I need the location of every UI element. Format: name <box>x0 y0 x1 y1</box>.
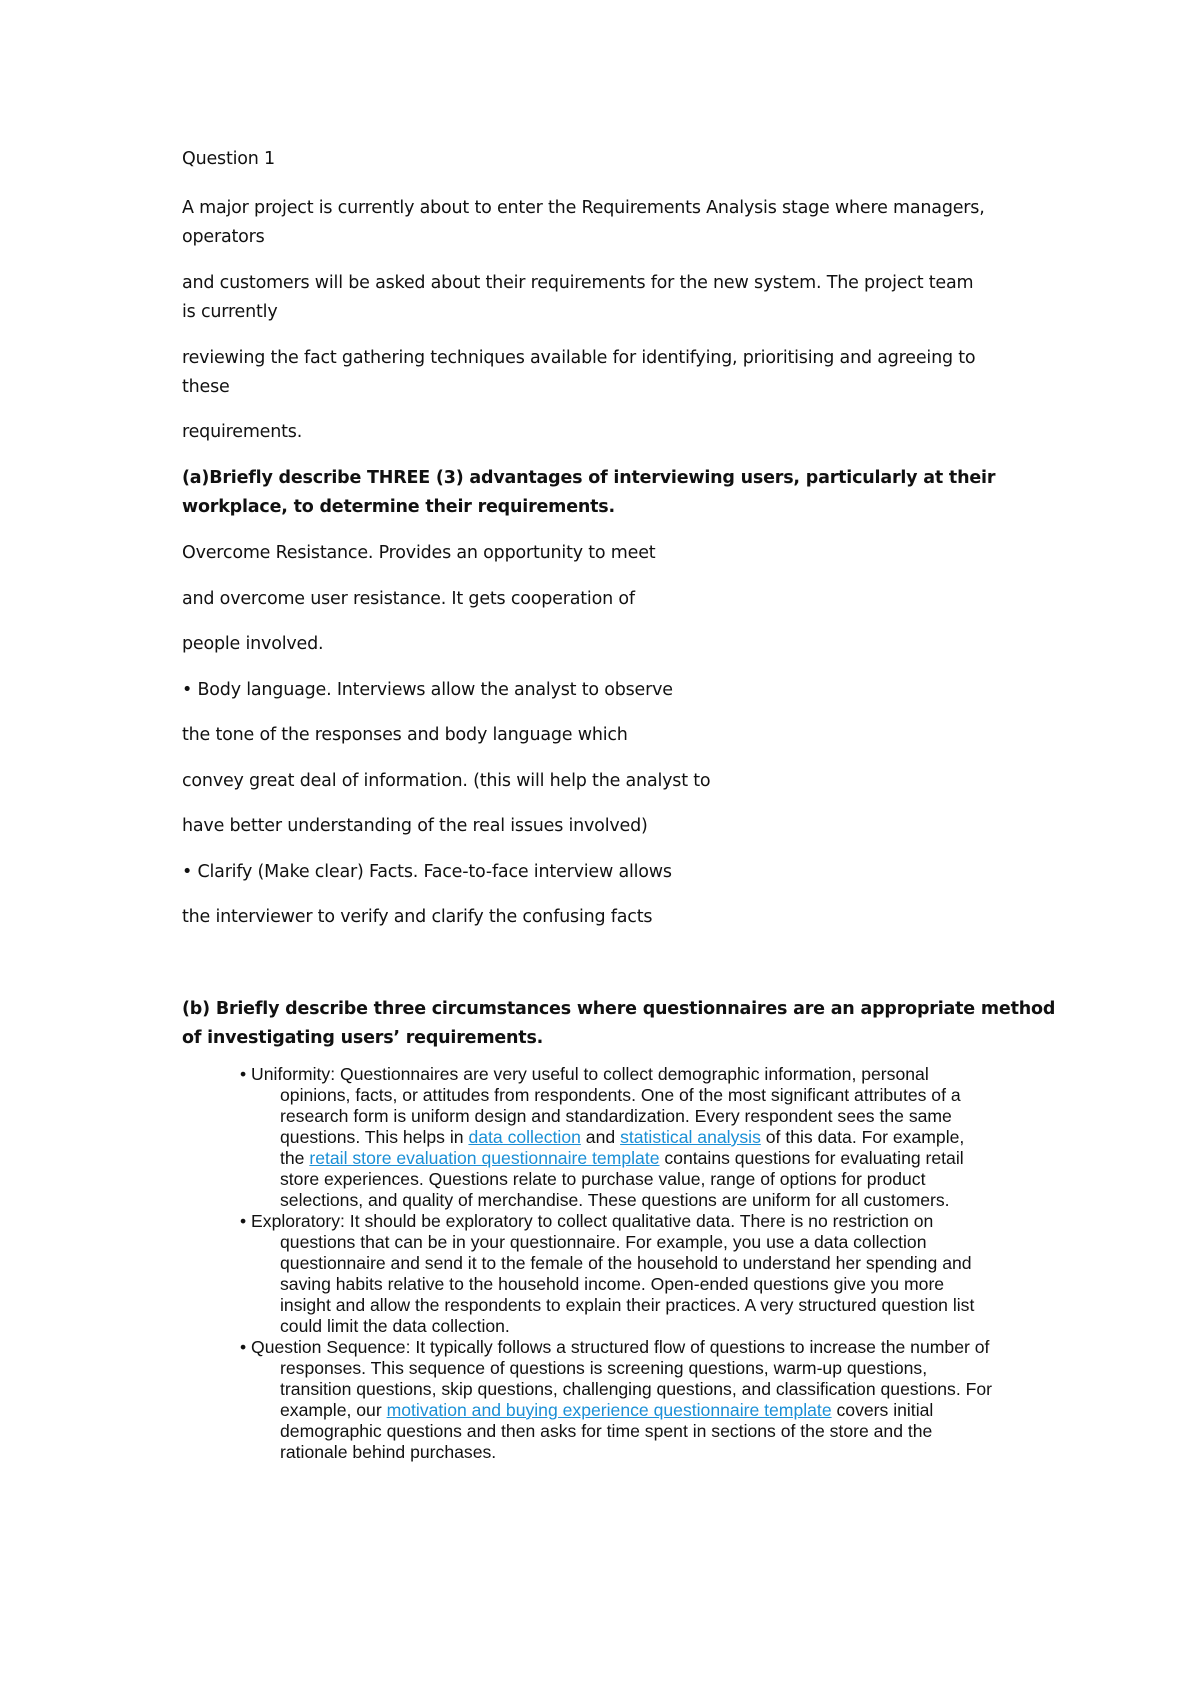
bullet-line: questions that can be in your questionnaire. For example, you use a data collection <box>280 1232 927 1252</box>
bullet-line: responses. This sequence of questions is screening questions, warm-up questions, <box>280 1358 928 1378</box>
statistical-analysis-link[interactable]: statistical analysis <box>620 1127 761 1147</box>
intro-line: these <box>182 377 230 397</box>
part-a-answer-line: and overcome user resistance. It gets cooperation of <box>182 589 635 609</box>
text-run: contains questions for evaluating retail <box>659 1148 964 1168</box>
question-heading: Question 1 <box>182 149 275 169</box>
bullet-line: selections, and quality of merchandise. These questions are uniform for all customers. <box>280 1190 950 1210</box>
bullet-line-with-link <box>240 1148 1040 1169</box>
intro-line: requirements. <box>182 422 303 442</box>
intro-line: operators <box>182 227 265 247</box>
bullet-first-line: • Exploratory: It should be exploratory to collect qualitative data. There is no restriction on <box>240 1211 934 1231</box>
intro-line: A major project is currently about to enter the Requirements Analysis stage where managers, <box>182 198 985 218</box>
bullet-line: opinions, facts, or attitudes from respondents. One of the most significant attributes of a <box>280 1085 961 1105</box>
bullet-line: rationale behind purchases. <box>280 1442 497 1462</box>
bullet-line: store experiences. Questions relate to purchase value, range of options for product <box>280 1169 926 1189</box>
part-a-answer-line: convey great deal of information. (this will help the analyst to <box>182 771 711 791</box>
part-a-answer-line: the tone of the responses and body language which <box>182 725 628 745</box>
intro-line: reviewing the fact gathering techniques available for identifying, prioritising and agreeing to <box>182 348 976 368</box>
bullet-line: transition questions, skip questions, challenging questions, and classification questions. For <box>280 1379 992 1399</box>
bullet-line: insight and allow the respondents to explain their practices. A very structured question list <box>280 1295 975 1315</box>
part-a-answer-line: have better understanding of the real issues involved) <box>182 816 648 836</box>
bullet-line: saving habits relative to the household income. Open-ended questions give you more <box>280 1274 945 1294</box>
bullet-line: questionnaire and send it to the female of the household to understand her spending and <box>280 1253 972 1273</box>
text-run: example, our <box>280 1400 387 1420</box>
motivation-template-link[interactable]: motivation and buying experience questionnaire template <box>386 1400 832 1420</box>
part-b-question: (b) Briefly describe three circumstances where questionnaires are an appropriate method <box>182 999 1056 1019</box>
part-b-bullet-list <box>240 1064 1040 1463</box>
bullet-uniformity <box>240 1064 1040 1211</box>
bullet-first-line: • Question Sequence: It typically follows a structured flow of questions to increase the number of <box>240 1337 990 1357</box>
bullet-line: could limit the data collection. <box>280 1316 510 1336</box>
text-run: and <box>580 1127 621 1147</box>
bullet-line: research form is uniform design and standardization. Every respondent sees the same <box>280 1106 952 1126</box>
part-a-answer-line: • Clarify (Make clear) Facts. Face-to-face interview allows <box>182 862 672 882</box>
part-a-answer-line: • Body language. Interviews allow the analyst to observe <box>182 680 673 700</box>
part-a-question: workplace, to determine their requirements. <box>182 497 615 517</box>
intro-line: and customers will be asked about their requirements for the new system. The project team <box>182 273 974 293</box>
intro-line: is currently <box>182 302 278 322</box>
bullet-line-with-link <box>240 1400 1040 1421</box>
part-a-answer-line: people involved. <box>182 634 324 654</box>
bullet-line-with-links <box>240 1127 1040 1148</box>
text-run: of this data. For example, <box>760 1127 965 1147</box>
part-a-answer-line: the interviewer to verify and clarify the confusing facts <box>182 907 653 927</box>
part-a-question: (a)Briefly describe THREE (3) advantages of interviewing users, particularly at their <box>182 468 996 488</box>
bullet-question-sequence <box>240 1337 1040 1463</box>
bullet-first-line: • Uniformity: Questionnaires are very useful to collect demographic information, personal <box>240 1064 929 1084</box>
data-collection-link[interactable]: data collection <box>468 1127 581 1147</box>
retail-store-template-link[interactable]: retail store evaluation questionnaire template <box>309 1148 660 1168</box>
text-run: the <box>280 1148 310 1168</box>
text-run: questions. This helps in <box>280 1127 469 1147</box>
part-b-question: of investigating users’ requirements. <box>182 1028 544 1048</box>
bullet-line: demographic questions and then asks for time spent in sections of the store and the <box>280 1421 933 1441</box>
text-run: covers initial <box>831 1400 934 1420</box>
bullet-exploratory <box>240 1211 1040 1337</box>
part-a-answer-line: Overcome Resistance. Provides an opportunity to meet <box>182 543 656 563</box>
